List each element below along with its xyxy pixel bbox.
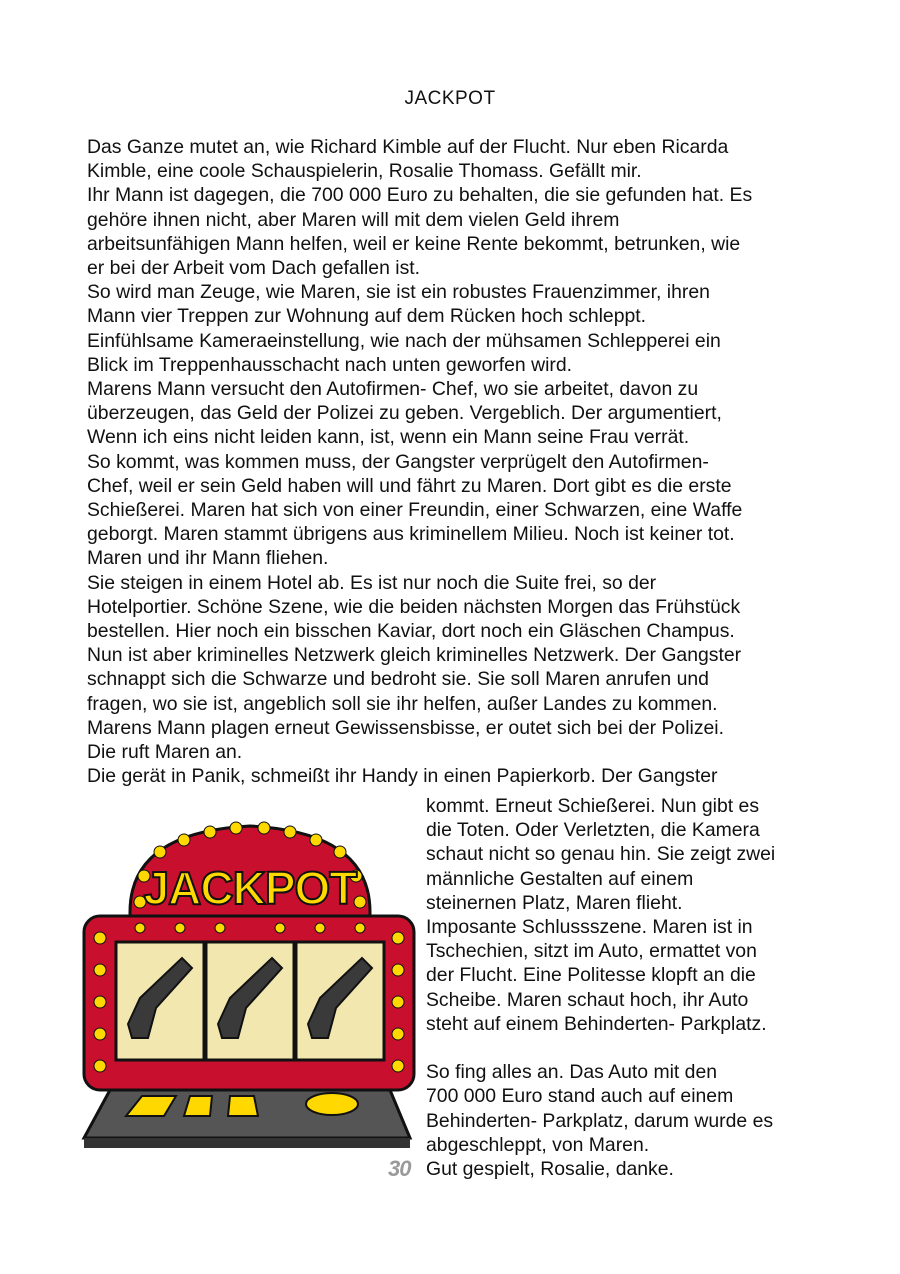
- text-line: Imposante Schlussszene. Maren ist in: [426, 916, 753, 939]
- page-number: 30: [388, 1156, 411, 1181]
- text-line: Schießerei. Maren hat sich von einer Freundin, einer Schwarzen, eine Waffe: [87, 499, 743, 522]
- text-line: überzeugen, das Geld der Polizei zu geben. Vergeblich. Der argumentiert,: [87, 402, 722, 425]
- text-line: Hotelportier. Schöne Szene, wie die beiden nächsten Morgen das Frühstück: [87, 595, 741, 618]
- text-line: schaut nicht so genau hin. Sie zeigt zwei: [426, 843, 776, 866]
- text-line: So kommt, was kommen muss, der Gangster verprügelt den Autofirmen-: [87, 450, 709, 473]
- text-line: Ihr Mann ist dagegen, die 700 000 Euro zu behalten, die sie gefunden hat. Es: [87, 184, 753, 207]
- text-line: Scheibe. Maren schaut hoch, ihr Auto: [426, 988, 749, 1011]
- text-line: bestellen. Hier noch ein bisschen Kaviar, dort noch ein Gläschen Champus.: [87, 620, 735, 643]
- text-line: 700 000 Euro stand auch auf einem: [426, 1085, 734, 1108]
- text-line: kommt. Erneut Schießerei. Nun gibt es: [426, 795, 760, 817]
- text-line: männliche Gestalten auf einem: [426, 867, 694, 890]
- text-line: steinernen Platz, Maren flieht.: [426, 891, 683, 914]
- text-line: Marens Mann versucht den Autofirmen- Chef, wo sie arbeitet, davon zu: [87, 378, 699, 401]
- text-line: gehöre ihnen nicht, aber Maren will mit dem vielen Geld ihrem: [87, 208, 620, 231]
- text-line: Behinderten- Parkplatz, darum wurde es: [426, 1109, 774, 1132]
- side-text: [426, 794, 826, 1181]
- text-line: Die gerät in Panik, schmeißt ihr Handy in einen Papierkorb. Der Gangster: [87, 765, 718, 788]
- text-line: die Toten. Oder Verletzten, die Kamera: [426, 819, 760, 842]
- page-title: JACKPOT: [404, 88, 496, 109]
- text-line: Wenn ich eins nicht leiden kann, ist, wenn ein Mann seine Frau verrät.: [87, 426, 690, 449]
- slot-machine-icon: [80, 812, 420, 1152]
- text-line: steht auf einem Behinderten- Parkplatz.: [426, 1012, 767, 1035]
- text-line: der Flucht. Eine Politesse klopft an die: [426, 964, 756, 987]
- text-line: Tschechien, sitzt im Auto, ermattet von: [426, 940, 757, 963]
- text-line: Blick im Treppenhausschacht nach unten geworfen wird.: [87, 353, 573, 376]
- text-line: schnappt sich die Schwarze und bedroht sie. Sie soll Maren anrufen und: [87, 668, 709, 691]
- text-line: So fing alles an. Das Auto mit den: [426, 1061, 718, 1084]
- text-line: geborgt. Maren stammt übrigens aus kriminellem Milieu. Noch ist keiner tot.: [87, 523, 735, 546]
- text-line: er bei der Arbeit vom Dach gefallen ist.: [87, 257, 421, 280]
- main-text: [87, 135, 827, 788]
- text-line: Nun ist aber kriminelles Netzwerk gleich kriminelles Netzwerk. Der Gangster: [87, 644, 742, 667]
- text-line: Maren und ihr Mann fliehen.: [87, 547, 329, 570]
- text-line: Sie steigen in einem Hotel ab. Es ist nur noch die Suite frei, so der: [87, 571, 657, 594]
- text-line: fragen, wo sie ist, angeblich soll sie ihr helfen, außer Landes zu kommen.: [87, 692, 718, 715]
- text-line: Das Ganze mutet an, wie Richard Kimble auf der Flucht. Nur eben Ricarda: [87, 136, 729, 158]
- text-line: abgeschleppt, von Maren.: [426, 1133, 650, 1156]
- text-line: Mann vier Treppen zur Wohnung auf dem Rücken hoch schleppt.: [87, 305, 647, 328]
- text-line: Marens Mann plagen erneut Gewissensbisse, er outet sich bei der Polizei.: [87, 716, 724, 739]
- text-line: Einfühlsame Kameraeinstellung, wie nach der mühsamen Schlepperei ein: [87, 329, 721, 352]
- text-line: Chef, weil er sein Geld haben will und fährt zu Maren. Dort gibt es die erste: [87, 474, 732, 497]
- text-line: Kimble, eine coole Schauspielerin, Rosalie Thomass. Gefällt mir.: [87, 160, 642, 183]
- text-line: So wird man Zeuge, wie Maren, sie ist ein robustes Frauenzimmer, ihren: [87, 281, 710, 304]
- text-line: Gut gespielt, Rosalie, danke.: [426, 1158, 674, 1181]
- jackpot-sign-text: JACKPOT: [143, 862, 357, 914]
- text-line: Die ruft Maren an.: [87, 741, 243, 764]
- text-line: arbeitsunfähigen Mann helfen, weil er keine Rente bekommt, betrunken, wie: [87, 232, 741, 255]
